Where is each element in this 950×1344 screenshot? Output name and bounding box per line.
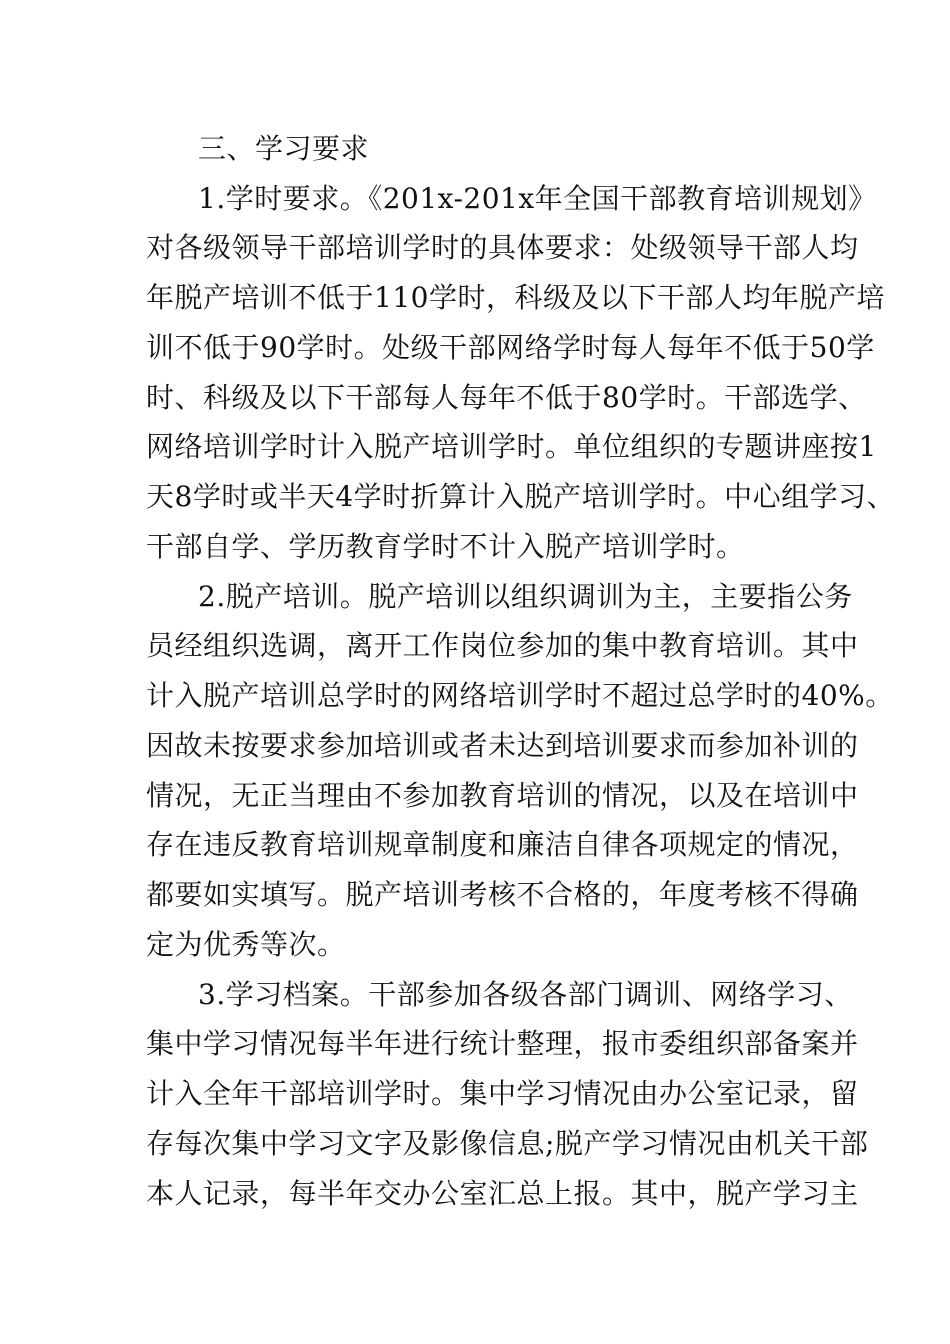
paragraph-line: 对各级领导干部培训学时的具体要求：处级领导干部人均 [146, 231, 859, 264]
paragraph-line: 时、科级及以下干部每人每年不低于80学时。干部选学、 [146, 381, 867, 414]
paragraph-line: 因故未按要求参加培训或者未达到培训要求而参加补训的 [146, 729, 859, 762]
paragraph-line: 1.学时要求。《201x-201x年全国干部教育培训规划》 [198, 182, 877, 215]
section-heading: 三、学习要求 [198, 132, 370, 165]
paragraph-line: 2.脱产培训。脱产培训以组织调训为主，主要指公务 [198, 580, 853, 613]
paragraph-line: 员经组织选调，离开工作岗位参加的集中教育培训。其中 [146, 629, 859, 662]
paragraph-line: 都要如实填写。脱产培训考核不合格的，年度考核不得确 [146, 878, 859, 911]
paragraph-line: 年脱产培训不低于110学时，科级及以下干部人均年脱产培 [146, 281, 885, 314]
paragraph-line: 干部自学、学历教育学时不计入脱产培训学时。 [146, 530, 745, 563]
paragraph-line: 网络培训学时计入脱产培训学时。单位组织的专题讲座按1 [146, 430, 877, 463]
paragraph-line: 本人记录，每半年交办公室汇总上报。其中，脱产学习主 [146, 1177, 859, 1210]
paragraph-line: 存在违反教育培训规章制度和廉洁自律各项规定的情况， [146, 828, 859, 861]
paragraph-line: 训不低于90学时。处级干部网络学时每人每年不低于50学 [146, 331, 875, 364]
paragraph-line: 集中学习情况每半年进行统计整理，报市委组织部备案并 [146, 1027, 859, 1060]
paragraph-line: 天8学时或半天4学时折算计入脱产培训学时。中心组学习、 [146, 480, 896, 513]
paragraph-line: 存每次集中学习文字及影像信息;脱产学习情况由机关干部 [146, 1127, 869, 1160]
paragraph-line: 计入全年干部培训学时。集中学习情况由办公室记录，留 [146, 1077, 859, 1110]
paragraph-line: 3.学习档案。干部参加各级各部门调训、网络学习、 [198, 978, 853, 1011]
paragraph-line: 计入脱产培训总学时的网络培训学时不超过总学时的40%。 [146, 679, 894, 712]
paragraph-line: 情况，无正当理由不参加教育培训的情况，以及在培训中 [146, 779, 859, 812]
paragraph-line: 定为优秀等次。 [146, 928, 346, 961]
